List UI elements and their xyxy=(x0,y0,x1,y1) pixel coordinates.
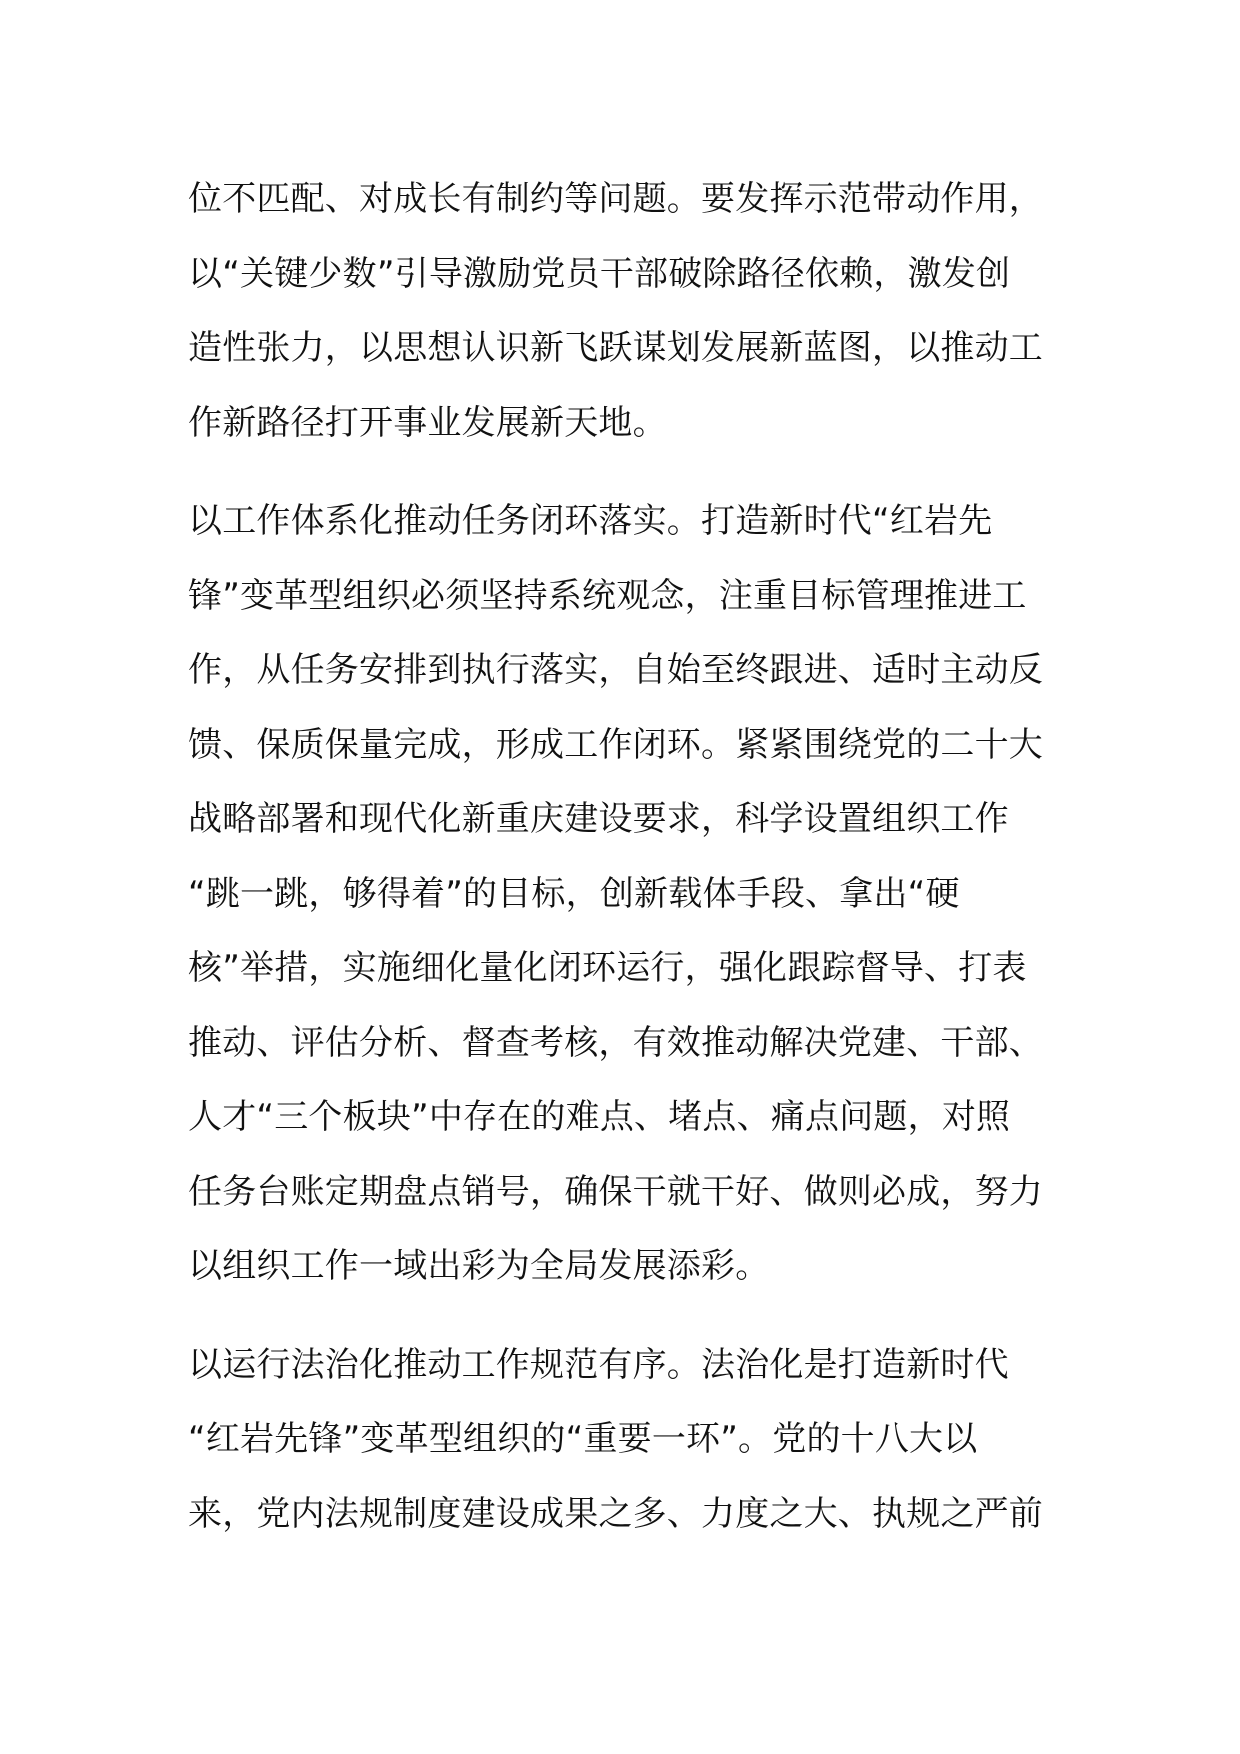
text-line: 推动、评估分析、督查考核，有效推动解决党建、干部、 xyxy=(188,1022,1043,1063)
text-line: 馈、保质保量完成，形成工作闭环。紧紧围绕党的二十大 xyxy=(188,724,1043,765)
text-line: 以工作体系化推动任务闭环落实。打造新时代“红岩先 xyxy=(188,501,993,541)
text-line: 战略部署和现代化新重庆建设要求，科学设置组织工作 xyxy=(188,799,1009,839)
paragraph-3 xyxy=(188,1328,1068,1552)
paragraph-1 xyxy=(188,162,1068,460)
text-line: 以“关键少数”引导激励党员干部破除路径依赖，激发创 xyxy=(188,253,1011,294)
body-text xyxy=(188,162,1068,1575)
text-line: 位不匹配、对成长有制约等问题。要发挥示范带动作用， xyxy=(188,179,1043,219)
text-line: “红岩先锋”变革型组织的“重要一环”。党的十八大以 xyxy=(188,1419,978,1459)
text-line: 来，党内法规制度建设成果之多、力度之大、执规之严前 xyxy=(188,1493,1043,1534)
text-line: “跳一跳，够得着”的目标，创新载体手段、拿出“硬 xyxy=(188,873,960,914)
text-line: 以组织工作一域出彩为全局发展添彩。 xyxy=(188,1246,770,1286)
text-line: 人才“三个板块”中存在的难点、堵点、痛点问题，对照 xyxy=(188,1097,1011,1137)
text-line: 核”举措，实施细化量化闭环运行，强化跟踪督导、打表 xyxy=(188,948,1027,988)
text-line: 造性张力，以思想认识新飞跃谋划发展新蓝图，以推动工 xyxy=(188,328,1043,368)
paragraph-2 xyxy=(188,484,1068,1304)
text-line: 锋”变革型组织必须坚持系统观念，注重目标管理推进工 xyxy=(188,575,1027,616)
text-line: 作新路径打开事业发展新天地。 xyxy=(188,402,667,443)
text-line: 以运行法治化推动工作规范有序。法治化是打造新时代 xyxy=(188,1344,1009,1385)
text-line: 作，从任务安排到执行落实，自始至终跟进、适时主动反 xyxy=(188,650,1043,690)
text-line: 任务台账定期盘点销号，确保干就干好、做则必成，努力 xyxy=(188,1171,1043,1212)
